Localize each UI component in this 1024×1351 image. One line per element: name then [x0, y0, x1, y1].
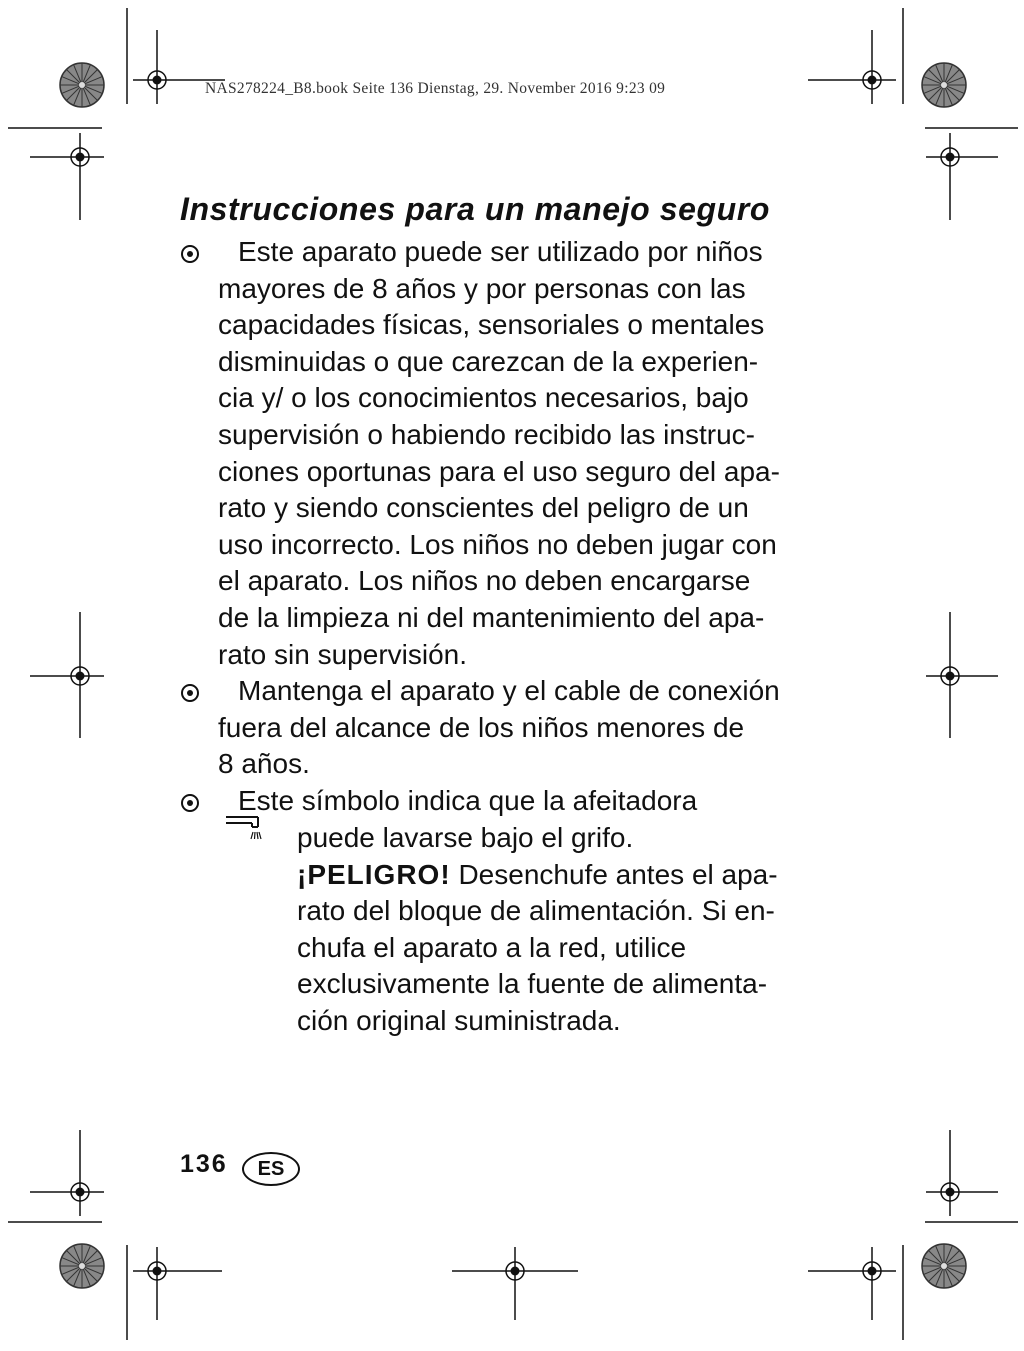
danger-label: ¡PELIGRO!	[297, 858, 451, 890]
language-badge: ES	[242, 1152, 300, 1186]
text-line: Desenchufe antes el apa-	[450, 858, 778, 890]
text-line: disminuidas o que carezcan de la experien-	[218, 345, 759, 377]
text-line: el aparato. Los niños no deben encargarse	[218, 565, 751, 597]
registration-cross-icon	[56, 1168, 104, 1216]
list-item	[218, 673, 780, 783]
text-line: rato y siendo conscientes del peligro de un	[218, 492, 749, 524]
registration-cross-icon	[926, 133, 974, 181]
list-item	[218, 234, 780, 673]
registration-cross-icon	[491, 1247, 539, 1295]
list-item-continuation	[297, 820, 778, 1040]
page-number: 136	[180, 1150, 228, 1178]
registration-cross-icon	[56, 652, 104, 700]
registration-cross-icon	[848, 1247, 896, 1295]
text-line: puede lavarse bajo el grifo.	[297, 822, 634, 853]
print-slug-header: NAS278224_B8.book Seite 136 Dienstag, 29. November 2016 9:23 09	[205, 80, 666, 97]
registration-cross-icon	[133, 1247, 181, 1295]
text-line: capacidades físicas, sensoriales o mentales	[218, 309, 765, 341]
text-line: supervisión o habiendo recibido las instruc-	[218, 418, 755, 450]
text-line: de la limpieza ni del mantenimiento del apa-	[218, 601, 765, 633]
text-line: Este símbolo indica que la afeitadora	[238, 785, 698, 816]
text-line: rato sin supervisión.	[218, 638, 468, 670]
registration-sunburst-icon	[922, 63, 966, 107]
text-line: mayores de 8 años y por personas con las	[218, 272, 746, 304]
registration-sunburst-icon	[922, 1244, 966, 1288]
registration-cross-icon	[848, 56, 896, 104]
registration-sunburst-icon	[60, 63, 104, 107]
text-line: exclusivamente la fuente de alimenta-	[297, 968, 768, 1000]
registration-cross-icon	[56, 133, 104, 181]
text-line: ciones oportunas para el uso seguro del apa-	[218, 455, 780, 487]
text-line: rato del bloque de alimentación. Si en-	[297, 895, 775, 927]
text-line: chufa el aparato a la red, utilice	[297, 931, 687, 963]
text-line: ción original suministrada.	[297, 1004, 621, 1036]
text-line: Mantenga el aparato y el cable de conexión	[238, 675, 780, 706]
registration-cross-icon	[133, 56, 181, 104]
registration-cross-icon	[926, 652, 974, 700]
bullet-icon	[181, 684, 199, 702]
text-line: fuera del alcance de los niños menores de	[218, 711, 745, 743]
text-line: Este aparato puede ser utilizado por niños	[238, 236, 763, 267]
text-line: cia y/ o los conocimientos necesarios, bajo	[218, 382, 749, 414]
text-line: 8 años.	[218, 748, 310, 780]
registration-sunburst-icon	[60, 1244, 104, 1288]
list-item	[238, 783, 697, 820]
warning-line	[297, 857, 778, 894]
section-title: Instrucciones para un manejo seguro	[180, 191, 771, 227]
bullet-icon	[181, 245, 199, 263]
bullet-icon	[181, 794, 199, 812]
registration-cross-icon	[926, 1168, 974, 1216]
text-line: uso incorrecto. Los niños no deben jugar con	[218, 528, 777, 560]
